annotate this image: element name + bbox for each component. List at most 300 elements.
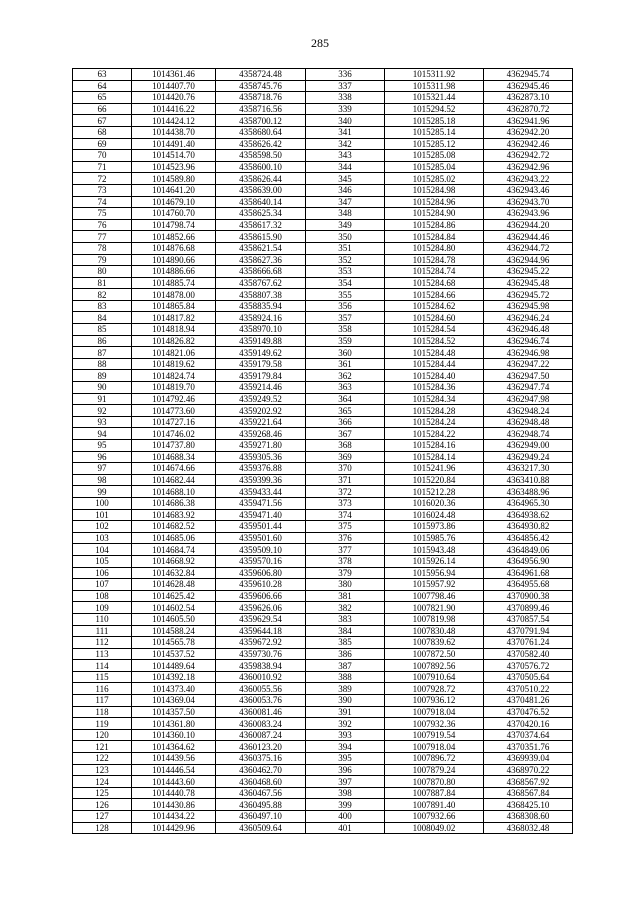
x-coordinate-cell: 1015284.44 (385, 358, 484, 370)
y-coordinate-cell: 4364849.06 (484, 544, 573, 556)
y-coordinate-cell: 4368425.10 (484, 799, 573, 811)
x-coordinate-cell: 1014589.80 (132, 173, 216, 185)
point-number-cell: 365 (306, 405, 385, 417)
point-number-cell: 359 (306, 335, 385, 347)
y-coordinate-cell: 4358626.42 (216, 138, 306, 150)
y-coordinate-cell: 4362943.96 (484, 208, 573, 220)
point-number-cell: 126 (73, 799, 132, 811)
y-coordinate-cell: 4360375.16 (216, 753, 306, 765)
point-number-cell: 63 (73, 69, 132, 81)
x-coordinate-cell: 1015943.48 (385, 544, 484, 556)
table-row (73, 706, 573, 718)
x-coordinate-cell: 1015311.92 (385, 69, 484, 81)
y-coordinate-cell: 4362944.72 (484, 242, 573, 254)
point-number-cell: 367 (306, 428, 385, 440)
point-number-cell: 377 (306, 544, 385, 556)
point-number-cell: 364 (306, 393, 385, 405)
point-number-cell: 110 (73, 613, 132, 625)
table-row (73, 602, 573, 614)
point-number-cell: 112 (73, 637, 132, 649)
point-number-cell: 108 (73, 590, 132, 602)
point-number-cell: 89 (73, 370, 132, 382)
y-coordinate-cell: 4362949.00 (484, 440, 573, 452)
y-coordinate-cell: 4359471.56 (216, 497, 306, 509)
x-coordinate-cell: 1015285.04 (385, 161, 484, 173)
y-coordinate-cell: 4362944.46 (484, 231, 573, 243)
point-number-cell: 340 (306, 115, 385, 127)
x-coordinate-cell: 1014824.74 (132, 370, 216, 382)
x-coordinate-cell: 1007918.04 (385, 741, 484, 753)
x-coordinate-cell: 1015284.48 (385, 347, 484, 359)
y-coordinate-cell: 4362945.74 (484, 69, 573, 81)
y-coordinate-cell: 4362944.20 (484, 219, 573, 231)
point-number-cell: 88 (73, 358, 132, 370)
table-row (73, 776, 573, 788)
y-coordinate-cell: 4362946.48 (484, 324, 573, 336)
x-coordinate-cell: 1014798.74 (132, 219, 216, 231)
x-coordinate-cell: 1014364.62 (132, 741, 216, 753)
point-number-cell: 65 (73, 92, 132, 104)
x-coordinate-cell: 1014357.50 (132, 706, 216, 718)
y-coordinate-cell: 4370481.26 (484, 695, 573, 707)
point-number-cell: 94 (73, 428, 132, 440)
point-number-cell: 401 (306, 822, 385, 834)
point-number-cell: 71 (73, 161, 132, 173)
point-number-cell: 372 (306, 486, 385, 498)
table-row (73, 753, 573, 765)
x-coordinate-cell: 1007870.80 (385, 776, 484, 788)
x-coordinate-cell: 1015284.24 (385, 416, 484, 428)
y-coordinate-cell: 4360509.64 (216, 822, 306, 834)
point-number-cell: 373 (306, 497, 385, 509)
x-coordinate-cell: 1014420.76 (132, 92, 216, 104)
table-row (73, 393, 573, 405)
point-number-cell: 123 (73, 764, 132, 776)
point-number-cell: 351 (306, 242, 385, 254)
x-coordinate-cell: 1007821.90 (385, 602, 484, 614)
y-coordinate-cell: 4362946.98 (484, 347, 573, 359)
x-coordinate-cell: 1014679.10 (132, 196, 216, 208)
y-coordinate-cell: 4360468.60 (216, 776, 306, 788)
x-coordinate-cell: 1014537.52 (132, 648, 216, 660)
table-row (73, 509, 573, 521)
x-coordinate-cell: 1014443.60 (132, 776, 216, 788)
x-coordinate-cell: 1014360.10 (132, 729, 216, 741)
x-coordinate-cell: 1014685.06 (132, 532, 216, 544)
point-number-cell: 86 (73, 335, 132, 347)
y-coordinate-cell: 4358625.34 (216, 208, 306, 220)
point-number-cell: 381 (306, 590, 385, 602)
point-number-cell: 111 (73, 625, 132, 637)
y-coordinate-cell: 4370476.52 (484, 706, 573, 718)
y-coordinate-cell: 4358666.68 (216, 266, 306, 278)
point-number-cell: 343 (306, 150, 385, 162)
point-number-cell: 389 (306, 683, 385, 695)
y-coordinate-cell: 4360053.76 (216, 695, 306, 707)
x-coordinate-cell: 1007910.64 (385, 671, 484, 683)
x-coordinate-cell: 1007839.62 (385, 637, 484, 649)
y-coordinate-cell: 4370899.46 (484, 602, 573, 614)
y-coordinate-cell: 4370761.24 (484, 637, 573, 649)
point-number-cell: 117 (73, 695, 132, 707)
table-row (73, 683, 573, 695)
table-row (73, 671, 573, 683)
point-number-cell: 101 (73, 509, 132, 521)
point-number-cell: 353 (306, 266, 385, 278)
x-coordinate-cell: 1007936.12 (385, 695, 484, 707)
point-number-cell: 371 (306, 474, 385, 486)
point-number-cell: 337 (306, 80, 385, 92)
point-number-cell: 81 (73, 277, 132, 289)
point-number-cell: 352 (306, 254, 385, 266)
x-coordinate-cell: 1014819.70 (132, 382, 216, 394)
y-coordinate-cell: 4358835.94 (216, 300, 306, 312)
y-coordinate-cell: 4359471.40 (216, 509, 306, 521)
point-number-cell: 362 (306, 370, 385, 382)
point-number-cell: 82 (73, 289, 132, 301)
y-coordinate-cell: 4370791.94 (484, 625, 573, 637)
point-number-cell: 113 (73, 648, 132, 660)
y-coordinate-cell: 4360495.88 (216, 799, 306, 811)
y-coordinate-cell: 4370351.76 (484, 741, 573, 753)
table-row (73, 555, 573, 567)
x-coordinate-cell: 1014514.70 (132, 150, 216, 162)
y-coordinate-cell: 4360087.24 (216, 729, 306, 741)
point-number-cell: 106 (73, 567, 132, 579)
y-coordinate-cell: 4358600.10 (216, 161, 306, 173)
point-number-cell: 395 (306, 753, 385, 765)
x-coordinate-cell: 1015284.98 (385, 184, 484, 196)
y-coordinate-cell: 4362948.74 (484, 428, 573, 440)
y-coordinate-cell: 4359149.62 (216, 347, 306, 359)
y-coordinate-cell: 4358724.48 (216, 69, 306, 81)
y-coordinate-cell: 4362947.50 (484, 370, 573, 382)
x-coordinate-cell: 1015985.76 (385, 532, 484, 544)
x-coordinate-cell: 1015284.52 (385, 335, 484, 347)
table-row (73, 416, 573, 428)
x-coordinate-cell: 1015284.22 (385, 428, 484, 440)
x-coordinate-cell: 1015285.12 (385, 138, 484, 150)
x-coordinate-cell: 1015284.80 (385, 242, 484, 254)
y-coordinate-cell: 4362942.20 (484, 126, 573, 138)
x-coordinate-cell: 1014688.34 (132, 451, 216, 463)
x-coordinate-cell: 1014878.00 (132, 289, 216, 301)
table-row (73, 741, 573, 753)
point-number-cell: 369 (306, 451, 385, 463)
y-coordinate-cell: 4362947.74 (484, 382, 573, 394)
x-coordinate-cell: 1015284.40 (385, 370, 484, 382)
y-coordinate-cell: 4362943.70 (484, 196, 573, 208)
y-coordinate-cell: 4364961.68 (484, 567, 573, 579)
x-coordinate-cell: 1015973.86 (385, 521, 484, 533)
x-coordinate-cell: 1007896.72 (385, 753, 484, 765)
x-coordinate-cell: 1014416.22 (132, 103, 216, 115)
y-coordinate-cell: 4362943.22 (484, 173, 573, 185)
x-coordinate-cell: 1007879.24 (385, 764, 484, 776)
x-coordinate-cell: 1015311.98 (385, 80, 484, 92)
y-coordinate-cell: 4359214.46 (216, 382, 306, 394)
table-row (73, 428, 573, 440)
y-coordinate-cell: 4362947.98 (484, 393, 573, 405)
point-number-cell: 99 (73, 486, 132, 498)
x-coordinate-cell: 1014602.54 (132, 602, 216, 614)
y-coordinate-cell: 4360462.70 (216, 764, 306, 776)
y-coordinate-cell: 4362942.72 (484, 150, 573, 162)
point-number-cell: 392 (306, 718, 385, 730)
point-number-cell: 120 (73, 729, 132, 741)
table-row (73, 544, 573, 556)
y-coordinate-cell: 4362942.96 (484, 161, 573, 173)
table-row (73, 764, 573, 776)
point-number-cell: 394 (306, 741, 385, 753)
x-coordinate-cell: 1014373.40 (132, 683, 216, 695)
y-coordinate-cell: 4358807.38 (216, 289, 306, 301)
table-row (73, 382, 573, 394)
y-coordinate-cell: 4362945.48 (484, 277, 573, 289)
table-row (73, 347, 573, 359)
point-number-cell: 361 (306, 358, 385, 370)
table-row (73, 811, 573, 823)
x-coordinate-cell: 1014688.10 (132, 486, 216, 498)
point-number-cell: 128 (73, 822, 132, 834)
x-coordinate-cell: 1015284.90 (385, 208, 484, 220)
x-coordinate-cell: 1007830.48 (385, 625, 484, 637)
table-row (73, 92, 573, 104)
point-number-cell: 355 (306, 289, 385, 301)
table-row (73, 312, 573, 324)
table-row (73, 254, 573, 266)
y-coordinate-cell: 4358924.16 (216, 312, 306, 324)
x-coordinate-cell: 1014886.66 (132, 266, 216, 278)
point-number-cell: 386 (306, 648, 385, 660)
y-coordinate-cell: 4359249.52 (216, 393, 306, 405)
y-coordinate-cell: 4358626.44 (216, 173, 306, 185)
x-coordinate-cell: 1015285.02 (385, 173, 484, 185)
table-row (73, 567, 573, 579)
x-coordinate-cell: 1014369.04 (132, 695, 216, 707)
x-coordinate-cell: 1007919.54 (385, 729, 484, 741)
x-coordinate-cell: 1007928.72 (385, 683, 484, 695)
table-row (73, 300, 573, 312)
point-number-cell: 349 (306, 219, 385, 231)
y-coordinate-cell: 4358767.62 (216, 277, 306, 289)
point-number-cell: 77 (73, 231, 132, 243)
point-number-cell: 387 (306, 660, 385, 672)
y-coordinate-cell: 4359149.88 (216, 335, 306, 347)
point-number-cell: 118 (73, 706, 132, 718)
point-number-cell: 66 (73, 103, 132, 115)
x-coordinate-cell: 1015285.14 (385, 126, 484, 138)
table-row (73, 219, 573, 231)
y-coordinate-cell: 4362943.46 (484, 184, 573, 196)
y-coordinate-cell: 4358615.90 (216, 231, 306, 243)
y-coordinate-cell: 4358700.12 (216, 115, 306, 127)
y-coordinate-cell: 4363217.30 (484, 463, 573, 475)
point-number-cell: 96 (73, 451, 132, 463)
point-number-cell: 341 (306, 126, 385, 138)
page-number: 285 (311, 36, 329, 50)
table-row (73, 718, 573, 730)
x-coordinate-cell: 1014683.92 (132, 509, 216, 521)
point-number-cell: 84 (73, 312, 132, 324)
x-coordinate-cell: 1016024.48 (385, 509, 484, 521)
y-coordinate-cell: 4358718.76 (216, 92, 306, 104)
x-coordinate-cell: 1014686.38 (132, 497, 216, 509)
x-coordinate-cell: 1015285.08 (385, 150, 484, 162)
y-coordinate-cell: 4362945.22 (484, 266, 573, 278)
y-coordinate-cell: 4358639.00 (216, 184, 306, 196)
point-number-cell: 366 (306, 416, 385, 428)
x-coordinate-cell: 1015284.68 (385, 277, 484, 289)
point-number-cell: 76 (73, 219, 132, 231)
x-coordinate-cell: 1014489.64 (132, 660, 216, 672)
x-coordinate-cell: 1014792.46 (132, 393, 216, 405)
table-row (73, 787, 573, 799)
x-coordinate-cell: 1015212.28 (385, 486, 484, 498)
x-coordinate-cell: 1014632.84 (132, 567, 216, 579)
x-coordinate-cell: 1014565.78 (132, 637, 216, 649)
table-row (73, 637, 573, 649)
y-coordinate-cell: 4359179.58 (216, 358, 306, 370)
point-number-cell: 119 (73, 718, 132, 730)
point-number-cell: 348 (306, 208, 385, 220)
table-row (73, 799, 573, 811)
point-number-cell: 345 (306, 173, 385, 185)
table-row (73, 497, 573, 509)
x-coordinate-cell: 1015220.84 (385, 474, 484, 486)
point-number-cell: 75 (73, 208, 132, 220)
point-number-cell: 90 (73, 382, 132, 394)
point-number-cell: 121 (73, 741, 132, 753)
point-number-cell: 69 (73, 138, 132, 150)
table-row (73, 103, 573, 115)
point-number-cell: 80 (73, 266, 132, 278)
point-number-cell: 350 (306, 231, 385, 243)
table-row (73, 521, 573, 533)
y-coordinate-cell: 4370420.16 (484, 718, 573, 730)
x-coordinate-cell: 1014628.48 (132, 579, 216, 591)
x-coordinate-cell: 1007918.04 (385, 706, 484, 718)
y-coordinate-cell: 4359305.36 (216, 451, 306, 463)
point-number-cell: 74 (73, 196, 132, 208)
x-coordinate-cell: 1007932.36 (385, 718, 484, 730)
x-coordinate-cell: 1014430.86 (132, 799, 216, 811)
x-coordinate-cell: 1007887.84 (385, 787, 484, 799)
y-coordinate-cell: 4358970.10 (216, 324, 306, 336)
table-row (73, 115, 573, 127)
y-coordinate-cell: 4370857.54 (484, 613, 573, 625)
table-row (73, 474, 573, 486)
y-coordinate-cell: 4363488.96 (484, 486, 573, 498)
y-coordinate-cell: 4359730.76 (216, 648, 306, 660)
y-coordinate-cell: 4359672.92 (216, 637, 306, 649)
table-row (73, 660, 573, 672)
x-coordinate-cell: 1014668.92 (132, 555, 216, 567)
y-coordinate-cell: 4364938.62 (484, 509, 573, 521)
x-coordinate-cell: 1014865.84 (132, 300, 216, 312)
x-coordinate-cell: 1015241.96 (385, 463, 484, 475)
x-coordinate-cell: 1014876.68 (132, 242, 216, 254)
point-number-cell: 122 (73, 753, 132, 765)
point-number-cell: 398 (306, 787, 385, 799)
y-coordinate-cell: 4364856.42 (484, 532, 573, 544)
x-coordinate-cell: 1014424.12 (132, 115, 216, 127)
table-row (73, 335, 573, 347)
y-coordinate-cell: 4368567.84 (484, 787, 573, 799)
point-number-cell: 363 (306, 382, 385, 394)
point-number-cell: 79 (73, 254, 132, 266)
point-number-cell: 354 (306, 277, 385, 289)
y-coordinate-cell: 4358640.14 (216, 196, 306, 208)
y-coordinate-cell: 4359838.94 (216, 660, 306, 672)
y-coordinate-cell: 4359610.28 (216, 579, 306, 591)
x-coordinate-cell: 1015284.28 (385, 405, 484, 417)
point-number-cell: 391 (306, 706, 385, 718)
x-coordinate-cell: 1015284.34 (385, 393, 484, 405)
point-number-cell: 344 (306, 161, 385, 173)
y-coordinate-cell: 4360123.20 (216, 741, 306, 753)
point-number-cell: 109 (73, 602, 132, 614)
x-coordinate-cell: 1014446.54 (132, 764, 216, 776)
y-coordinate-cell: 4362941.96 (484, 115, 573, 127)
table-row (73, 184, 573, 196)
x-coordinate-cell: 1014885.74 (132, 277, 216, 289)
x-coordinate-cell: 1014727.16 (132, 416, 216, 428)
y-coordinate-cell: 4362948.24 (484, 405, 573, 417)
point-number-cell: 382 (306, 602, 385, 614)
table-row (73, 138, 573, 150)
y-coordinate-cell: 4359399.36 (216, 474, 306, 486)
y-coordinate-cell: 4359606.80 (216, 567, 306, 579)
y-coordinate-cell: 4362946.24 (484, 312, 573, 324)
y-coordinate-cell: 4360083.24 (216, 718, 306, 730)
x-coordinate-cell: 1015284.16 (385, 440, 484, 452)
point-number-cell: 358 (306, 324, 385, 336)
point-number-cell: 115 (73, 671, 132, 683)
x-coordinate-cell: 1015284.78 (385, 254, 484, 266)
point-number-cell: 83 (73, 300, 132, 312)
point-number-cell: 85 (73, 324, 132, 336)
point-number-cell: 125 (73, 787, 132, 799)
table-row (73, 126, 573, 138)
y-coordinate-cell: 4359501.44 (216, 521, 306, 533)
table-row (73, 579, 573, 591)
table-row (73, 289, 573, 301)
point-number-cell: 346 (306, 184, 385, 196)
point-number-cell: 105 (73, 555, 132, 567)
point-number-cell: 103 (73, 532, 132, 544)
y-coordinate-cell: 4359433.44 (216, 486, 306, 498)
point-number-cell: 336 (306, 69, 385, 81)
y-coordinate-cell: 4368032.48 (484, 822, 573, 834)
table-row (73, 69, 573, 81)
x-coordinate-cell: 1014438.70 (132, 126, 216, 138)
table-row (73, 196, 573, 208)
x-coordinate-cell: 1007819.98 (385, 613, 484, 625)
table-row (73, 231, 573, 243)
y-coordinate-cell: 4370374.64 (484, 729, 573, 741)
x-coordinate-cell: 1015956.94 (385, 567, 484, 579)
y-coordinate-cell: 4360467.56 (216, 787, 306, 799)
x-coordinate-cell: 1014890.66 (132, 254, 216, 266)
y-coordinate-cell: 4358716.56 (216, 103, 306, 115)
point-number-cell: 375 (306, 521, 385, 533)
x-coordinate-cell: 1007872.50 (385, 648, 484, 660)
x-coordinate-cell: 1014821.06 (132, 347, 216, 359)
y-coordinate-cell: 4362948.48 (484, 416, 573, 428)
y-coordinate-cell: 4368970.22 (484, 764, 573, 776)
table-row (73, 463, 573, 475)
